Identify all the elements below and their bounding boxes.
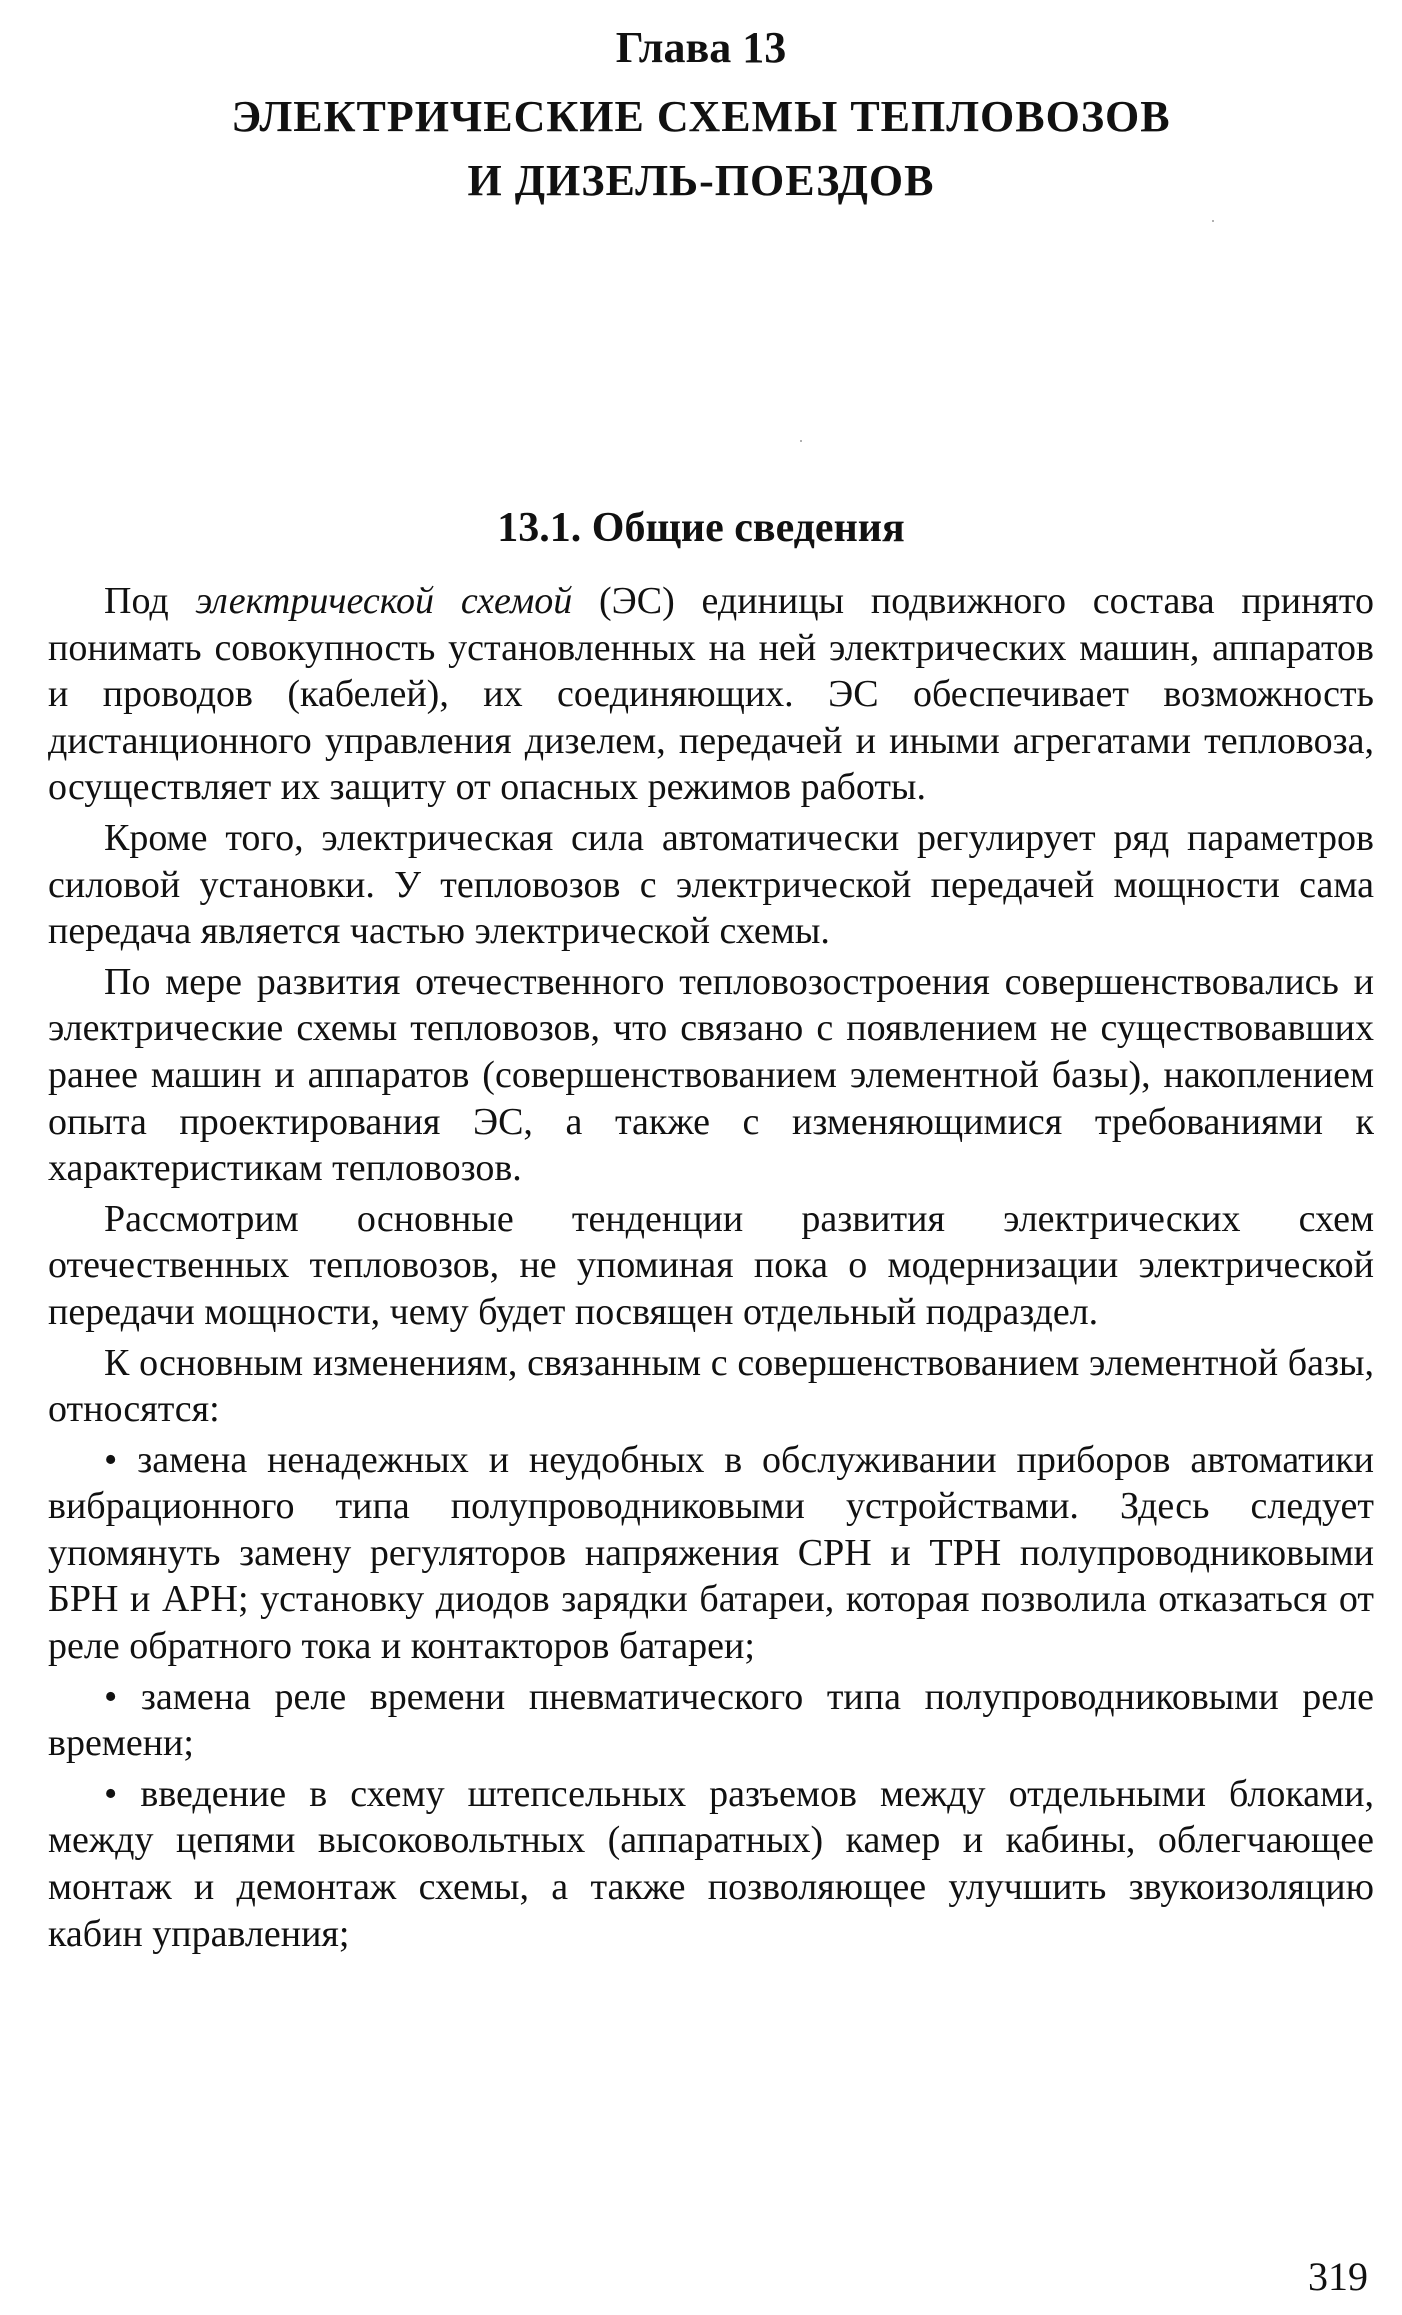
bullet-item-time-relay: • замена реле времени пневматического типа полупроводниковыми реле времени; xyxy=(48,1675,1374,1765)
bullet-item-automation: • замена ненадежных и неудобных в обслуживании приборов автоматики вибрационного типа полупроводниковыми устройствами. Здесь следует упомянуть замену регуляторов напряжения СРН и ТРН полупроводниковыми БРН и АРН; установку диодов зарядки батареи, которая позволила отказаться от реле обратного тока и контакторов батареи; xyxy=(48,1438,1374,1668)
paragraph-regulation: Кроме того, электрическая сила автоматически регулирует ряд параметров силовой установки. У тепловозов с электрической передачей мощности сама передача является частью электрической схемы. xyxy=(48,816,1374,953)
chapter-title-line-1: ЭЛЕКТРИЧЕСКИЕ СХЕМЫ ТЕПЛОВОЗОВ xyxy=(231,92,1171,141)
body-text xyxy=(48,578,1374,1961)
paragraph-definition-rest: (ЭС) единицы подвижного состава принято понимать совокупность установленных на ней электрических машин, аппаратов и проводов (кабелей), их соединяющих. ЭС обеспечивает возможность дистанционного управления дизелем, передачей и иными агрегатами тепловоза, осуществляет их защиту от опасных режимов работы. xyxy=(48,580,1374,809)
paragraph-trends: Рассмотрим основные тенденции развития электрических схем отечественных тепловозов, не упоминая пока о модернизации электрической передачи мощности, чему будет посвящен отдельный подраздел. xyxy=(48,1197,1374,1333)
scan-speck xyxy=(1212,220,1214,222)
section-title: 13.1. Общие сведения xyxy=(497,505,905,551)
bullet-item-connectors: • введение в схему штепсельных разъемов между отдельными блоками, между цепями высоковольтных (аппаратных) камер и кабины, облегчающее монтаж и демонтаж схемы, а также позволяющее улучшить звукоизоляцию кабин управления; xyxy=(48,1772,1374,1955)
scan-speck xyxy=(800,440,802,442)
paragraph-changes-intro: К основным изменениям, связанным с совершенствованием элементной базы, относятся: xyxy=(48,1341,1374,1431)
paragraph-definition-lead: Под xyxy=(104,580,196,622)
chapter-number: Глава 13 xyxy=(615,23,787,72)
chapter-title xyxy=(0,85,1402,213)
page-number: 319 xyxy=(1308,2254,1368,2299)
paragraph-definition xyxy=(48,578,1374,811)
defined-term: электрической схемой xyxy=(195,580,573,622)
chapter-title-line-2: И ДИЗЕЛЬ-ПОЕЗДОВ xyxy=(467,156,935,205)
paragraph-development: По мере развития отечественного тепловозостроения совершенствовались и электрические схемы тепловозов, что связано с появлением не существовавших ранее машин и аппаратов (совершенствованием элементной базы), накоплением опыта проектирования ЭС, а также с изменяющимися требованиями к характеристикам тепловозов. xyxy=(48,960,1374,1190)
